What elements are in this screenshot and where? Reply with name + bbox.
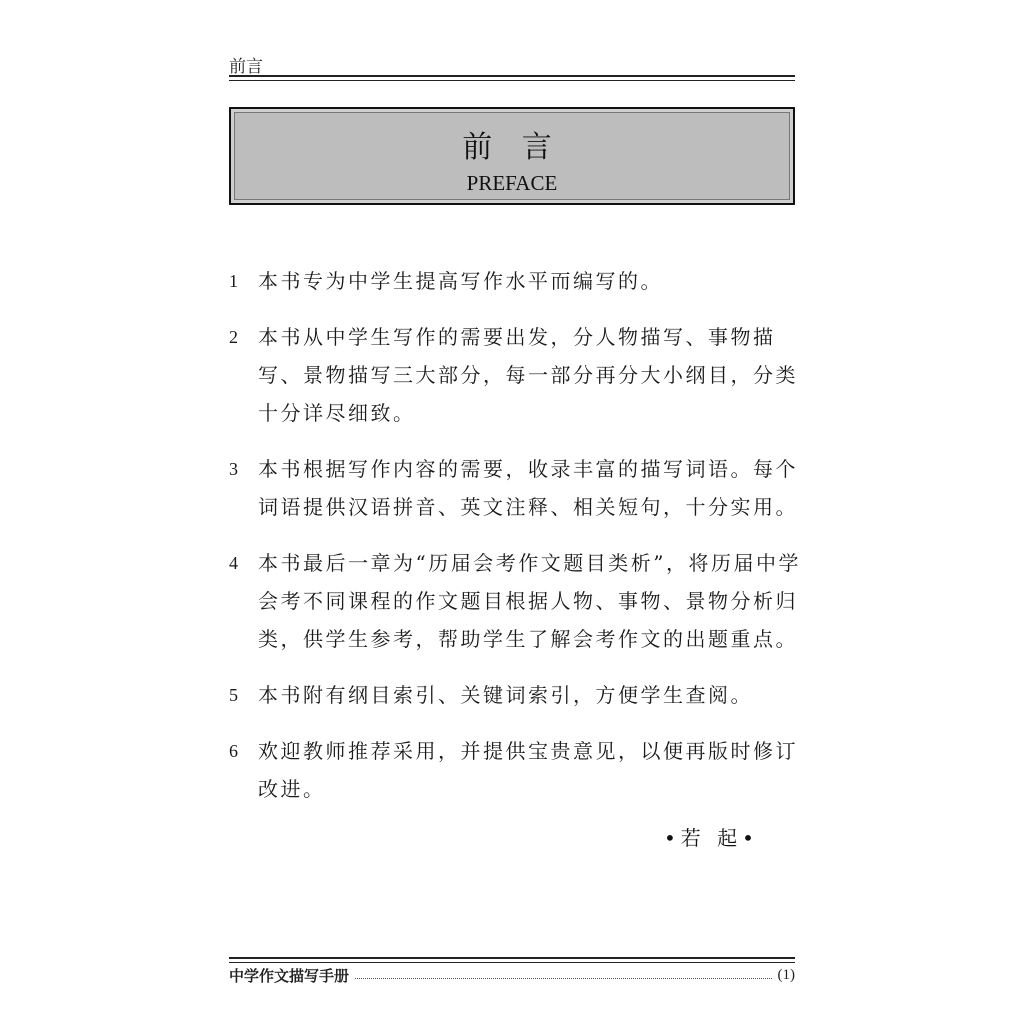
list-item [229, 262, 809, 300]
item-number: 2 [229, 327, 238, 347]
running-head-title: 前言 [229, 57, 263, 77]
preface-list [229, 262, 809, 826]
list-item [229, 450, 809, 526]
page-number: (1) [777, 966, 795, 983]
item-number: 1 [229, 271, 238, 291]
item-text: 本书专为中学生提高写作水平而编写的。 [258, 269, 663, 293]
item-text: 本书根据写作内容的需要，收录丰富的描写词语。每个词语提供汉语拼音、英文注释、相关短句，十分实用。 [258, 457, 798, 519]
footer-rule [229, 957, 795, 963]
item-text: 本书最后一章为“历届会考作文题目类析”，将历届中学会考不同课程的作文题目根据人物、事物、景物分析归类，供学生参考，帮助学生了解会考作文的出题重点。 [258, 551, 801, 651]
item-number: 5 [229, 685, 238, 705]
list-item [229, 676, 809, 714]
list-item [229, 318, 809, 432]
item-number: 3 [229, 459, 238, 479]
header-rule [229, 75, 795, 81]
list-item [229, 544, 809, 658]
author-signature: •若 起• [664, 826, 759, 850]
footer-dot-leader [355, 968, 771, 979]
title-box [229, 107, 795, 205]
item-text: 本书从中学生写作的需要出发，分人物描写、事物描写、景物描写三大部分，每一部分再分大小纲目，分类十分详尽细致。 [258, 325, 798, 425]
list-item [229, 732, 809, 808]
page-footer [229, 964, 795, 986]
page-subtitle: PREFACE [466, 171, 558, 195]
item-text: 欢迎教师推荐采用，并提供宝贵意见，以便再版时修订改进。 [258, 739, 798, 801]
item-number: 6 [229, 741, 238, 761]
item-number: 4 [229, 553, 238, 573]
item-text: 本书附有纲目索引、关键词索引，方便学生查阅。 [258, 683, 753, 707]
footer-book-title: 中学作文描写手册 [229, 966, 350, 985]
page-title: 前 言 [462, 130, 562, 165]
